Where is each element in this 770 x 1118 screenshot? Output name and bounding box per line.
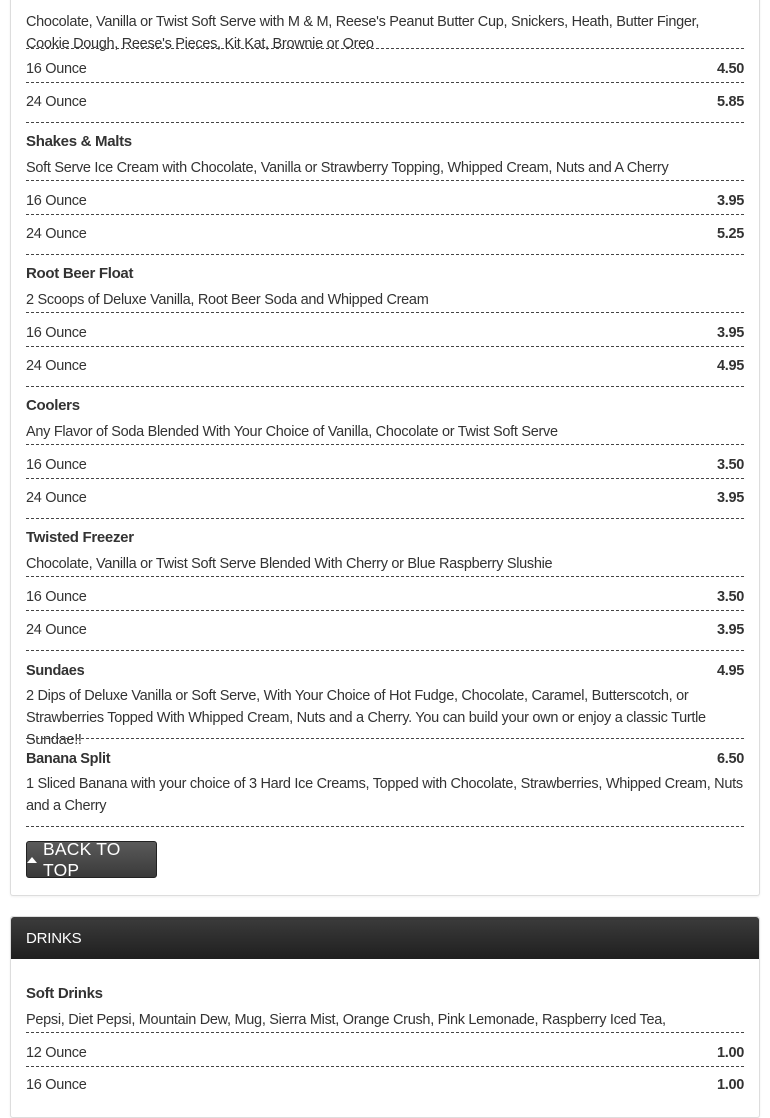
size-row — [26, 620, 744, 640]
size-row — [26, 356, 744, 376]
divider — [26, 738, 744, 739]
size-row — [26, 1043, 744, 1063]
size-row — [26, 587, 744, 607]
item-title: Twisted Freezer — [26, 529, 134, 546]
item-description: Chocolate, Vanilla or Twist Soft Serve with M & M, Reese's Peanut Butter Cup, Snickers, Heath, Butter Finger, Cookie Dough, Reese's Pieces, Kit Kat, Brownie or Oreo — [26, 14, 700, 52]
size-price: 3.95 — [716, 490, 744, 506]
item-title-row — [26, 749, 744, 769]
item-price: 6.50 — [716, 751, 744, 767]
divider — [26, 386, 744, 387]
size-row — [26, 455, 744, 475]
divider — [26, 444, 744, 445]
item-price: 4.95 — [716, 663, 744, 679]
size-row — [26, 323, 744, 343]
size-label: 16 Ounce — [26, 325, 87, 341]
item-description: Chocolate, Vanilla or Twist Soft Serve Blended With Cherry or Blue Raspberry Slushie — [26, 556, 553, 572]
size-price: 3.95 — [716, 193, 744, 209]
size-label: 16 Ounce — [26, 1077, 87, 1093]
size-price: 3.50 — [716, 589, 744, 605]
item-description: Soft Serve Ice Cream with Chocolate, Vanilla or Strawberry Topping, Whipped Cream, Nuts and A Cherry — [26, 160, 669, 176]
size-label: 12 Ounce — [26, 1045, 87, 1061]
item-description: Pepsi, Diet Pepsi, Mountain Dew, Mug, Sierra Mist, Orange Crush, Pink Lemonade, Raspberry Iced Tea, — [26, 1012, 666, 1028]
size-label: 24 Ounce — [26, 358, 87, 374]
size-label: 24 Ounce — [26, 490, 87, 506]
divider — [26, 180, 744, 181]
size-label: 24 Ounce — [26, 226, 87, 242]
size-row — [26, 1075, 744, 1095]
divider — [26, 826, 744, 827]
back-to-top-button[interactable] — [26, 838, 157, 880]
divider — [26, 576, 744, 577]
item-title: Soft Drinks — [26, 985, 103, 1002]
size-price: 4.50 — [716, 61, 744, 77]
item-title: Banana Split — [26, 751, 111, 767]
size-label: 24 Ounce — [26, 622, 87, 638]
divider — [26, 1066, 744, 1067]
divider — [26, 48, 744, 49]
item-title: Shakes & Malts — [26, 133, 132, 150]
size-price: 1.00 — [716, 1077, 744, 1093]
size-label: 16 Ounce — [26, 589, 87, 605]
item-title: Root Beer Float — [26, 265, 134, 282]
size-row — [26, 92, 744, 112]
size-label: 16 Ounce — [26, 193, 87, 209]
drinks-header — [11, 917, 759, 959]
item-title: Sundaes — [26, 663, 85, 679]
drinks-panel — [10, 916, 760, 1118]
divider — [26, 254, 744, 255]
item-title: Coolers — [26, 397, 80, 414]
divider — [26, 650, 744, 651]
size-price: 3.50 — [716, 457, 744, 473]
item-description: Any Flavor of Soda Blended With Your Choice of Vanilla, Chocolate or Twist Soft Serve — [26, 424, 558, 440]
drinks-heading: DRINKS — [26, 929, 82, 947]
size-price: 5.25 — [716, 226, 744, 242]
divider — [26, 122, 744, 123]
divider — [26, 214, 744, 215]
size-row — [26, 191, 744, 211]
divider — [26, 312, 744, 313]
size-row — [26, 488, 744, 508]
size-price: 3.95 — [716, 325, 744, 341]
item-description: 2 Scoops of Deluxe Vanilla, Root Beer Soda and Whipped Cream — [26, 292, 429, 308]
size-price: 3.95 — [716, 622, 744, 638]
size-label: 16 Ounce — [26, 61, 87, 77]
divider — [26, 518, 744, 519]
size-price: 4.95 — [716, 358, 744, 374]
size-row — [26, 224, 744, 244]
item-title-row — [26, 661, 744, 681]
divider — [26, 346, 744, 347]
size-price: 1.00 — [716, 1045, 744, 1061]
caret-up-icon — [27, 857, 37, 863]
desserts-panel — [10, 0, 760, 896]
size-label: 24 Ounce — [26, 94, 87, 110]
size-label: 16 Ounce — [26, 457, 87, 473]
divider — [26, 478, 744, 479]
divider — [26, 610, 744, 611]
size-price: 5.85 — [716, 94, 744, 110]
divider — [26, 1032, 744, 1033]
item-description: 1 Sliced Banana with your choice of 3 Hard Ice Creams, Topped with Chocolate, Strawberries, Whipped Cream, Nuts and a Cherry — [26, 776, 743, 814]
back-to-top-label: BACK TO TOP — [43, 838, 121, 880]
divider — [26, 82, 744, 83]
size-row — [26, 59, 744, 79]
item-description: 2 Dips of Deluxe Vanilla or Soft Serve, With Your Choice of Hot Fudge, Chocolate, Caramel, Butterscotch, or Strawberries Topped With Whipped Cream, Nuts and a Cherry. You can build your own or enjoy a classic Turtle Sundae!! — [26, 688, 706, 748]
